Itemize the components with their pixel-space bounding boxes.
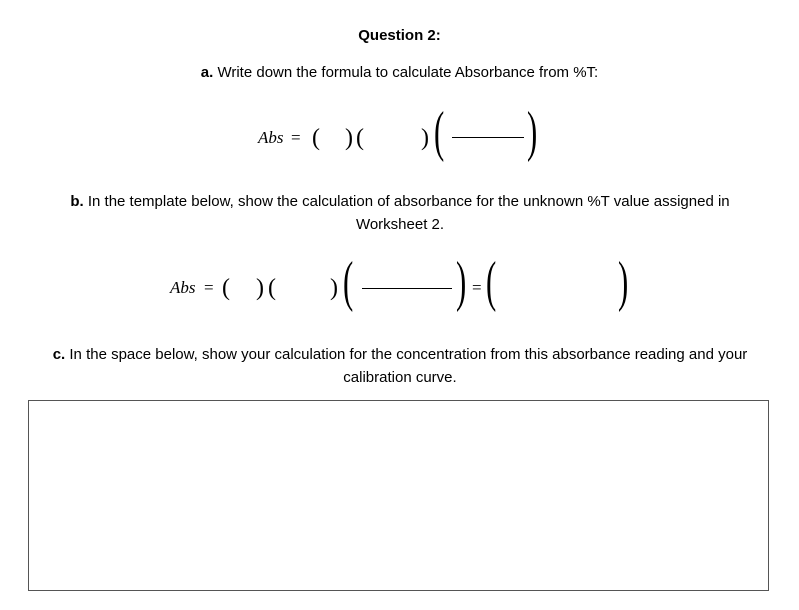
equation-b-equals: = <box>204 278 214 297</box>
equation-b-result-open: ( <box>486 251 497 313</box>
equation-b-result[interactable] <box>504 272 614 302</box>
part-a-label: a. <box>200 64 214 81</box>
equation-a-blank2-open: ( <box>356 125 364 151</box>
equation-a-denominator[interactable] <box>452 140 524 164</box>
equation-b-lhs: Abs <box>170 278 196 297</box>
part-c-label: c. <box>52 346 66 363</box>
part-c-text: In the space below, show your calculation for the concentration from this absorbance reading and your calibration curve. <box>65 346 748 386</box>
equation-b-equals2: = <box>472 278 482 297</box>
equation-b-fraction-close: ) <box>456 251 467 313</box>
equation-b-blank2[interactable] <box>278 274 328 302</box>
equation-a-blank2-close: ) <box>421 125 429 151</box>
equation-b-blank2-open: ( <box>268 275 276 301</box>
part-b-prompt <box>40 190 760 236</box>
part-b-text: In the template below, show the calculation of absorbance for the unknown %T value assigned in Worksheet 2. <box>83 193 730 233</box>
equation-b-result-close: ) <box>618 251 629 313</box>
equation-b-blank1[interactable] <box>232 274 254 302</box>
equation-a-blank2[interactable] <box>366 124 420 152</box>
equation-a-fraction-bar <box>452 137 524 138</box>
equation-b-blank2-close: ) <box>330 275 338 301</box>
equation-b-blank1-open: ( <box>222 275 230 301</box>
equation-a-blank1-close: ) <box>345 125 353 151</box>
part-a-text: Write down the formula to calculate Absorbance from %T: <box>213 64 599 81</box>
equation-a-numerator[interactable] <box>452 110 524 134</box>
question-title: Question 2: <box>358 27 441 44</box>
equation-a-blank1[interactable] <box>322 124 344 152</box>
equation-b-denominator[interactable] <box>362 291 452 315</box>
calculation-answer-box[interactable] <box>28 400 769 591</box>
equation-a-blank1-open: ( <box>312 125 320 151</box>
part-b-label: b. <box>70 193 84 210</box>
part-a-prompt <box>0 64 799 81</box>
equation-a-fraction-close: ) <box>527 101 538 163</box>
equation-a-lhs: Abs <box>258 128 284 147</box>
equation-b-numerator[interactable] <box>362 260 452 284</box>
equation-a-fraction-open: ( <box>434 101 445 163</box>
equation-a-equals: = <box>291 128 301 147</box>
equation-b-blank1-close: ) <box>256 275 264 301</box>
equation-b-fraction-bar <box>362 288 452 289</box>
part-c-prompt <box>40 343 760 389</box>
equation-b-fraction-open: ( <box>343 251 354 313</box>
